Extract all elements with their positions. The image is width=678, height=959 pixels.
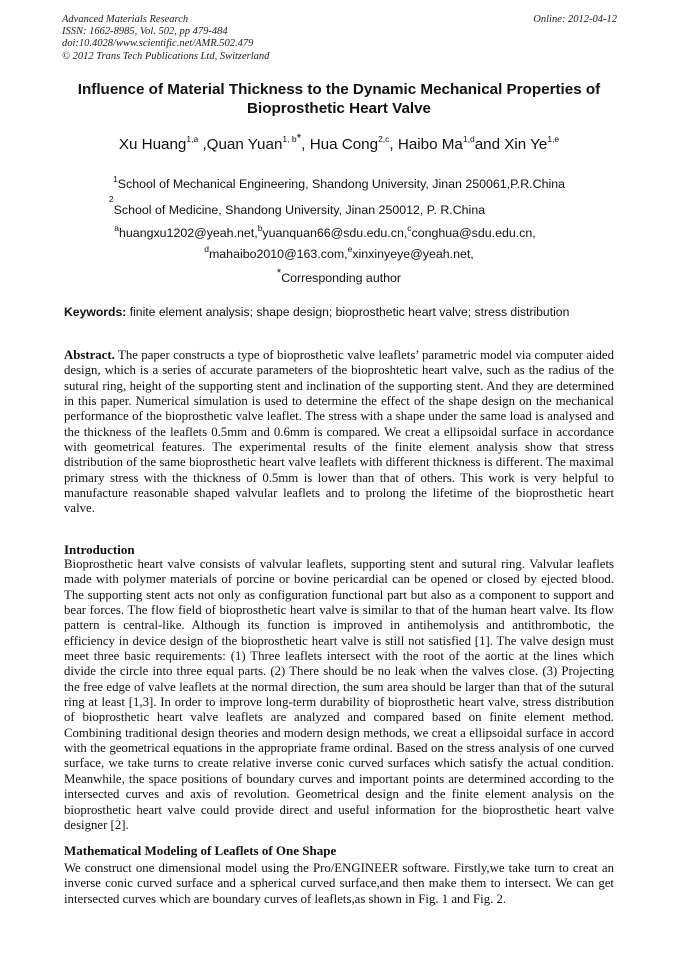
abstract-paragraph (64, 348, 614, 517)
author-sup: 1, b (282, 133, 297, 144)
email-text: conghua@sdu.edu.cn, (411, 226, 536, 240)
keywords-text: finite element analysis; shape design; bioprosthetic heart valve; stress distribution (126, 305, 570, 319)
email-sup: a (114, 222, 120, 233)
author-name: , Haibo Ma (389, 136, 463, 153)
keywords-line (64, 305, 624, 320)
affiliation-text: School of Mechanical Engineering, Shandong University, Jinan 250061,P.R.China (117, 177, 565, 191)
keywords-label: Keywords: (64, 305, 127, 319)
journal-header (62, 14, 617, 63)
online-date: Online: 2012-04-12 (533, 14, 617, 25)
affiliation-sup: 1 (113, 173, 118, 184)
journal-name: Advanced Materials Research (62, 14, 189, 25)
author-name: ,Quan Yuan (198, 136, 283, 153)
introduction-paragraph: Bioprosthetic heart valve consists of valvular leaflets, supporting stent and sutural ring. Valvular leaflets made with polymer materials of porcine or bovine pericardial can be opened or closed by ejected blood. The supporting stent acts not only as configuration functional part but also as a component to support and bear forces. The flow field of bioprosthetic heart valve is similar to that of the human heart valve. Its flow pattern is central-like. Although its function is improved in antihemolysis and antithrombotic, the efficiency in device design of the bioprosthetic heart valve is still not satisfied [1]. The valve design must meet three basic requirements: (1) Three leaflets intersect with the root of the aortic at the lines which divide the circle into three equal parts. (2) There should be no leak when the valves close. (3) Projecting the free edge of valve leaflets at the normal direction, the sum area should be larger than that of the sutural ring at least [1,3]. In order to improve long-term durability of bioprosthetic heart valve, stress distribution of bioprosthetic heart valve leaflets are analyzed and compared based on finite element method. Combining traditional design theories and modern design methods, we creat a ellipsoidal surface in accord with the geometrical equations in the appropriate frame ordinal. Based on the stress analysis of one curved surface, we take turns to create relative inverse conic curved surfaces which satisfy the actual condition. Meanwhile, the space positions of boundary curves and important points are determined according to the intersected curves and axis of revolution. Geometrical design and the finite element analysis on the bioprosthetic heart valve could provide direct and useful information for the bioprosthetic heart valve designer [2]. (64, 557, 614, 832)
email-line-2 (20, 243, 658, 262)
email-sup: e (347, 243, 353, 254)
issn-line: ISSN: 1662-8985, Vol. 502, pp 479-484 (62, 26, 228, 38)
email-text: xinxinyeye@yeah.net, (352, 247, 474, 261)
affiliation-1 (20, 173, 658, 192)
author-sup: 1,d (462, 133, 475, 144)
corresponding-star: * (296, 130, 302, 145)
section-paragraph: We construct one dimensional model using the Pro/ENGINEER software. Firstly,we take turn to creat an inverse conic curved surface and a spherical curved surface,and then make them to intersect. We can get intersected curves which are boundary curves of leaflets,as shown in Fig. 1 and Fig. 2. (64, 861, 614, 906)
paper-title: Influence of Material Thickness to the Dynamic Mechanical Properties of Bioprosthetic Heart Valve (77, 81, 601, 117)
email-sup: b (257, 222, 263, 233)
author-name: and Xin Ye (474, 136, 548, 153)
author-sup: 2,c (378, 133, 390, 144)
corresponding-author (20, 266, 658, 286)
author-name: , Hua Cong (301, 136, 379, 153)
author-list (30, 130, 648, 155)
abstract-label: Abstract. (64, 348, 115, 362)
author-name: Xu Huang (118, 136, 187, 153)
abstract-text: The paper constructs a type of bioprosthetic valve leaflets’ parametric model via computer aided design, which is a series of accurate parameters of the bioproshtetic heart valve, such as the radius of the sutural ring, height of the supporting stent and inclination of the supporting stent. And they are determined in this paper. Numerical simulation is used to determine the effect of the shape design on the mechanical performance of the bioprosthetic valve leaflet. The stress with a shape under the same load is analysed and the thickness of the leaflets 0.5mm and 0.6mm is compared. We creat a ellipsoidal surface in accordance with geometrical features. The experimental results of the finite element analysis show that stress distribution of the same bioprosthetic heart valve leaflets with different thickness is different. The maximal primary stress with the thickness of 0.5mm is lower than that of others. This work is very helpful to manufacture reasonable shaped valvular leaflets and to prolong the lifetime of the bioprosthetic heart valve. (64, 348, 614, 516)
email-text: huangxu1202@yeah.net, (119, 226, 258, 240)
author-sup: 1,e (547, 133, 560, 144)
affiliation-sup: 2 (108, 193, 114, 204)
email-text: yuanquan66@sdu.edu.cn, (262, 226, 408, 240)
doi-line: doi:10.4028/www.scientific.net/AMR.502.479 (62, 38, 254, 50)
corresponding-sup: * (276, 266, 282, 279)
affiliation-2 (0, 193, 616, 218)
section-heading: Mathematical Modeling of Leaflets of One Shape (64, 843, 337, 858)
introduction-heading: Introduction (64, 542, 135, 557)
corresponding-text: Corresponding author (281, 271, 402, 285)
email-sup: c (407, 222, 412, 233)
copyright-line: © 2012 Trans Tech Publications Ltd, Switzerland (62, 50, 270, 62)
author-sup: 1,a (186, 133, 199, 144)
email-sup: d (204, 243, 209, 254)
email-text: mahaibo2010@163.com, (208, 247, 348, 261)
affiliation-text: School of Medicine, Shandong University, Jinan 250012, P. R.China (113, 203, 486, 217)
email-line-1 (6, 222, 644, 241)
